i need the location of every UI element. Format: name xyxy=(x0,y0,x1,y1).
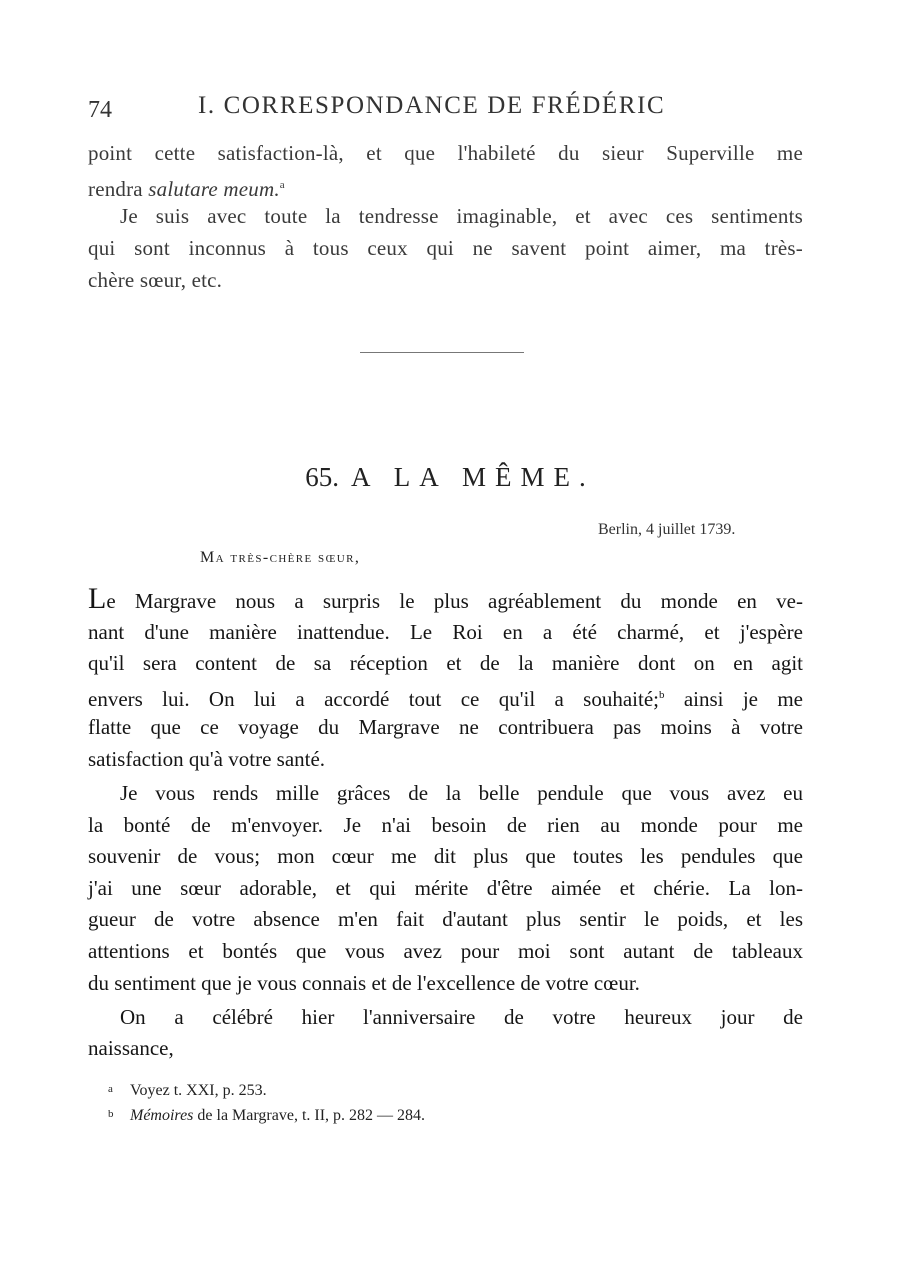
text-line: nant d'une manière inattendue. Le Roi en a été charmé, et j'espère xyxy=(88,620,803,644)
text-line xyxy=(88,682,803,712)
letter-date: Berlin, 4 juillet 1739. xyxy=(598,521,736,538)
section-divider xyxy=(360,352,524,353)
footnote-text: de la Margrave, t. II, p. 282 — 284. xyxy=(193,1107,426,1124)
text-line: qu'il sera content de sa réception et de la manière dont on en agit xyxy=(88,651,803,675)
text-line: gueur de votre absence m'en fait d'autant plus sentir le poids, et les xyxy=(88,907,803,931)
letter-number: 65. xyxy=(305,462,339,492)
text-line: chère sœur, etc. xyxy=(88,268,223,292)
footnote-mark: b xyxy=(108,1108,114,1120)
text: envers lui. On lui a accordé tout ce qu'il a souhaité; xyxy=(88,687,659,711)
footnote xyxy=(108,1082,267,1100)
letter-heading: A LA MÊME. xyxy=(350,462,595,492)
text-line: naissance, xyxy=(88,1036,174,1060)
text-line: satisfaction qu'à votre santé. xyxy=(88,747,326,771)
text-line: qui sont inconnus à tous ceux qui ne savent point aimer, ma très- xyxy=(88,236,803,260)
text: rendra xyxy=(88,177,149,201)
text-line: point cette satisfaction-là, et que l'habileté du sieur Superville me xyxy=(88,141,803,165)
footnote-mark: a xyxy=(108,1083,113,1095)
text-line: attentions et bontés que vous avez pour moi sont autant de tableaux xyxy=(88,939,803,963)
text-line xyxy=(88,582,803,615)
page-number: 74 xyxy=(88,97,112,123)
footnote-ref: a xyxy=(279,179,285,191)
text-line: du sentiment que je vous connais et de l'excellence de votre cœur. xyxy=(88,971,640,995)
text-line: Je vous rends mille grâces de la belle pendule que vous avez eu xyxy=(120,781,803,805)
footnote-text: Voyez t. XXI, p. 253. xyxy=(130,1082,267,1099)
italic-phrase: salutare meum. xyxy=(148,177,280,201)
footnote xyxy=(108,1107,425,1125)
text: ainsi je me xyxy=(664,687,804,711)
text-line: j'ai une sœur adorable, et qui mérite d'être aimée et chérie. La lon- xyxy=(88,876,803,900)
text-line: la bonté de m'envoyer. Je n'ai besoin de rien au monde pour me xyxy=(88,813,803,837)
salutation: Ma très-chère sœur, xyxy=(200,549,361,566)
text: e Margrave nous a surpris le plus agréablement du monde en ve- xyxy=(106,589,803,613)
text-line: Je suis avec toute la tendresse imaginable, et avec ces sentiments xyxy=(120,204,803,228)
text-line: On a célébré hier l'anniversaire de votre heureux jour de xyxy=(120,1005,803,1029)
footnote-title: Mémoires xyxy=(130,1107,194,1124)
text-line: flatte que ce voyage du Margrave ne contribuera pas moins à votre xyxy=(88,715,803,739)
text-line: souvenir de vous; mon cœur me dit plus que toutes les pendules que xyxy=(88,844,803,868)
running-title: I. CORRESPONDANCE DE FRÉDÉRIC xyxy=(198,92,666,119)
drop-cap: L xyxy=(88,582,107,615)
letter-title xyxy=(0,462,900,493)
footnote-ref: b xyxy=(659,689,665,701)
text-line xyxy=(88,172,803,202)
